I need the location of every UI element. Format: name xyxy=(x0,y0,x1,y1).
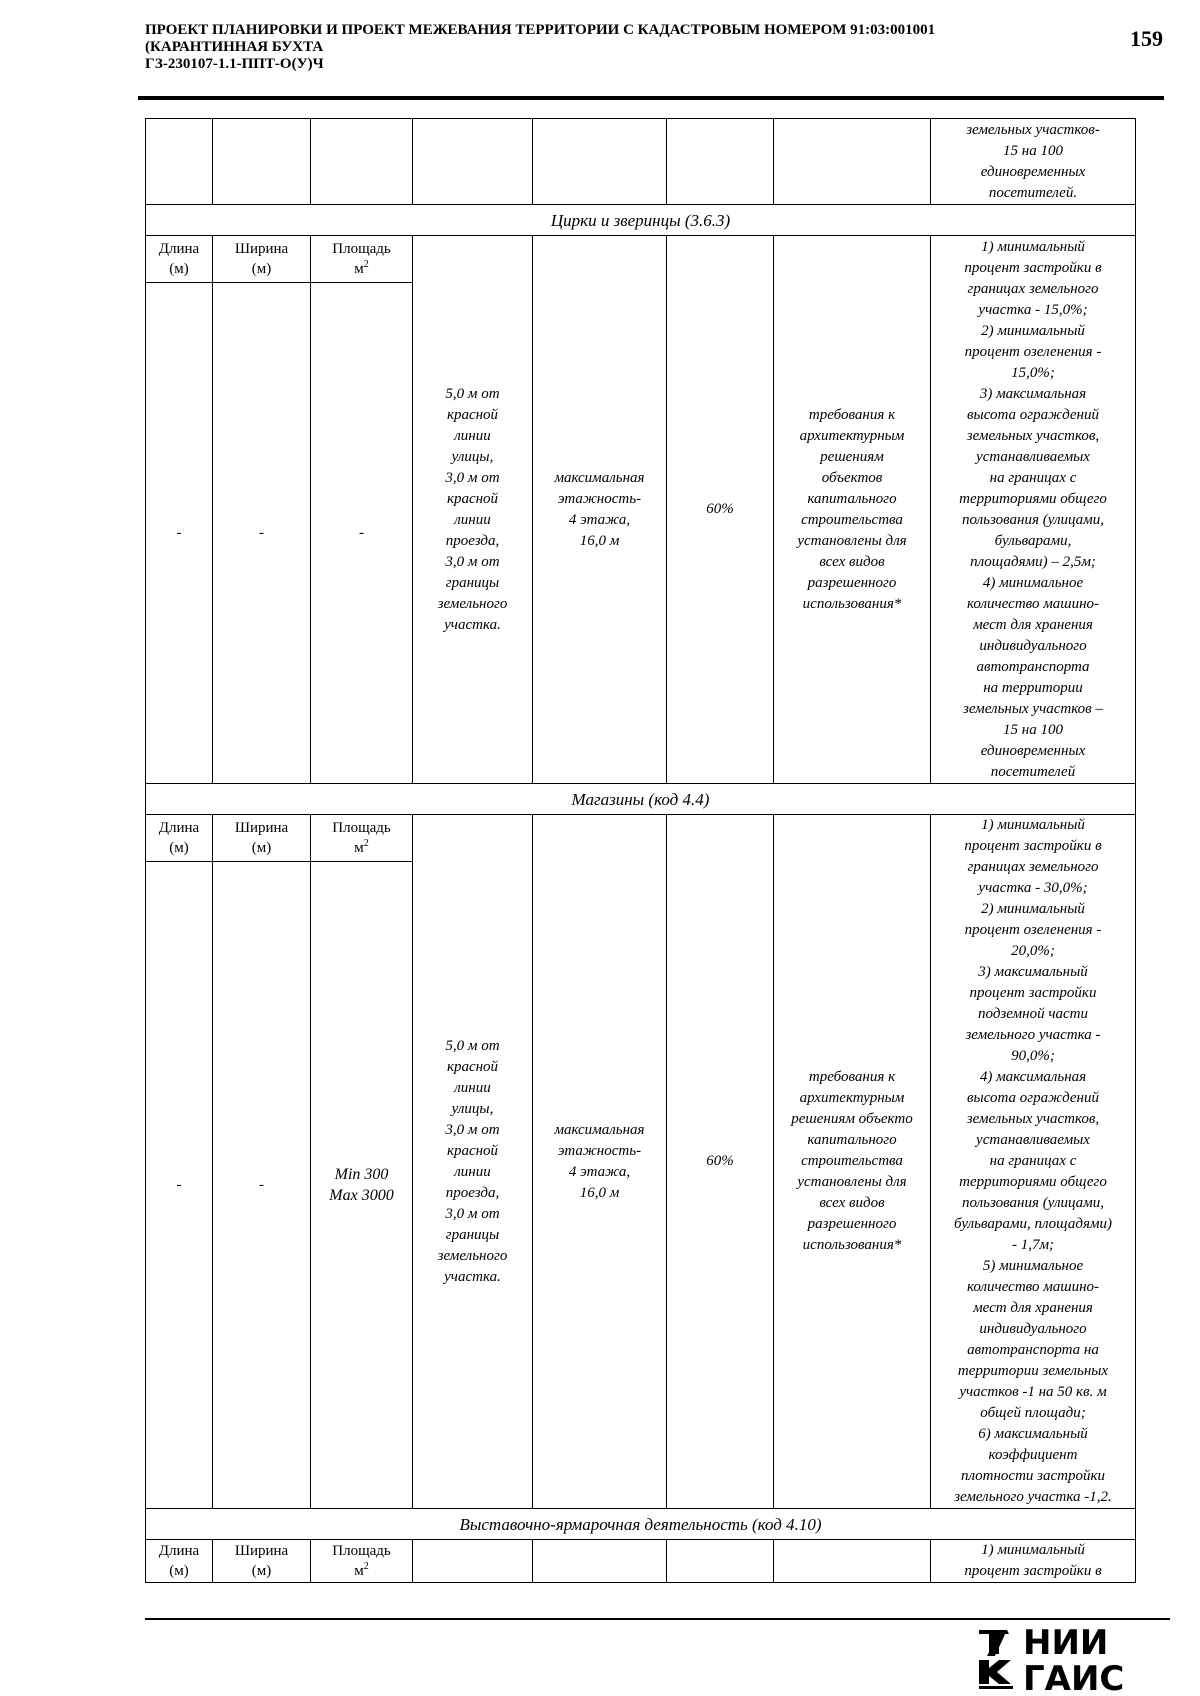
table-cell xyxy=(533,119,667,205)
logo-mark-icon xyxy=(979,1630,1013,1689)
table-cell xyxy=(413,1540,533,1583)
section-title-shops: Магазины (код 4.4) xyxy=(146,784,1136,815)
table-row-continuation xyxy=(146,119,1136,205)
col-area-header xyxy=(311,1540,413,1583)
table-cell xyxy=(667,119,774,205)
col-length-header: Длина (м) xyxy=(146,236,213,283)
page-number: 159 xyxy=(1130,26,1163,51)
table-row xyxy=(146,815,1136,862)
section-header-row xyxy=(146,1509,1136,1540)
logo-text-top: НИИ xyxy=(1023,1623,1109,1663)
area-value: - xyxy=(311,283,413,784)
document-header xyxy=(145,22,1045,73)
length-value: - xyxy=(146,283,213,784)
area-value: Min 300 Max 3000 xyxy=(311,862,413,1509)
col-length-header: Длина (м) xyxy=(146,815,213,862)
requirements-cell: требования к архитектурным решениям объекто капитального строительства установлены для всех видов разрешенного использования* xyxy=(774,815,931,1509)
length-value: - xyxy=(146,862,213,1509)
header-title-line-1: ПРОЕКТ ПЛАНИРОВКИ И ПРОЕКТ МЕЖЕВАНИЯ ТЕРРИТОРИИ С КАДАСТРОВЫМ НОМЕРОМ 91:03:001001 xyxy=(145,22,936,38)
table-cell xyxy=(311,119,413,205)
notes-continuation: земельных участков- 15 на 100 единовременных посетителей. xyxy=(931,119,1136,205)
regulations-table xyxy=(145,118,1136,1583)
table-cell xyxy=(667,1540,774,1583)
table-cell xyxy=(774,1540,931,1583)
table-cell xyxy=(213,119,311,205)
col-length-header: Длина (м) xyxy=(146,1540,213,1583)
table-cell xyxy=(533,1540,667,1583)
table-row xyxy=(146,1540,1136,1583)
setback-cell: 5,0 м от красной линии улицы, 3,0 м от красной линии проезда, 3,0 м от границы земельного участка. xyxy=(413,815,533,1509)
logo-text-bottom: ГАИС xyxy=(1023,1659,1125,1693)
col-area-label: Площадь м xyxy=(332,820,391,857)
section-header-row xyxy=(146,784,1136,815)
section-title-exhibition: Выставочно-ярмарочная деятельность (код 4.10) xyxy=(146,1509,1136,1540)
requirements-cell: требования к архитектурным решениям объектов капитального строительства установлены для всех видов разрешенного использования* xyxy=(774,236,931,784)
section-header-row xyxy=(146,205,1136,236)
table-cell xyxy=(413,119,533,205)
col-area-header xyxy=(311,815,413,862)
col-area-header xyxy=(311,236,413,283)
floors-cell: максимальная этажность- 4 этажа, 16,0 м xyxy=(533,815,667,1509)
coverage-cell: 60% xyxy=(667,815,774,1509)
notes-cell: 1) минимальный процент застройки в xyxy=(931,1540,1136,1583)
header-rule xyxy=(138,96,1164,100)
setback-cell: 5,0 м от красной линии улицы, 3,0 м от красной линии проезда, 3,0 м от границы земельного участка. xyxy=(413,236,533,784)
header-doc-code: ГЗ-230107-1.1-ППТ-О(У)Ч xyxy=(145,56,324,72)
floors-cell: максимальная этажность- 4 этажа, 16,0 м xyxy=(533,236,667,784)
col-area-superscript: 2 xyxy=(363,1561,369,1572)
col-area-label: Площадь м xyxy=(332,1543,391,1579)
col-area-superscript: 2 xyxy=(363,259,369,270)
niigais-logo xyxy=(975,1618,1175,1693)
table-cell xyxy=(774,119,931,205)
section-title-circuses: Цирки и зверинцы (3.6.3) xyxy=(146,205,1136,236)
col-width-header: Ширина (м) xyxy=(213,815,311,862)
header-title-line-2: (КАРАНТИННАЯ БУХТА xyxy=(145,39,324,55)
width-value: - xyxy=(213,862,311,1509)
col-width-header: Ширина (м) xyxy=(213,1540,311,1583)
width-value: - xyxy=(213,283,311,784)
col-area-label: Площадь м xyxy=(332,241,391,277)
table-cell xyxy=(146,119,213,205)
col-area-superscript: 2 xyxy=(363,838,369,850)
notes-cell: 1) минимальный процент застройки в границах земельного участка - 15,0%; 2) минимальный процент озеленения - 15,0%; 3) максимальная высота ограждений земельных участков, устанавливаемых на границах с территориями общего пользования (улицами, бульварами, площадями) – 2,5м; 4) минимальное количество машино- мест для хранения индивидуального автотранспорта на территории земельных участков – 15 на 100 единовременных посетителей xyxy=(931,236,1136,784)
table-row xyxy=(146,236,1136,283)
coverage-cell: 60% xyxy=(667,236,774,784)
notes-cell: 1) минимальный процент застройки в границах земельного участка - 30,0%; 2) минимальный процент озеленения - 20,0%; 3) максимальный процент застройки подземной части земельного участка - 90,0%; 4) максимальная высота ограждений земельных участков, устанавливаемых на границах с территориями общего пользования (улицами, бульварами, площадями) - 1,7м; 5) минимальное количество машино- мест для хранения индивидуального автотранспорта на территории земельных участков -1 на 50 кв. м общей площади; 6) максимальный коэффициент плотности застройки земельного участка -1,2. xyxy=(931,815,1136,1509)
col-width-header: Ширина (м) xyxy=(213,236,311,283)
